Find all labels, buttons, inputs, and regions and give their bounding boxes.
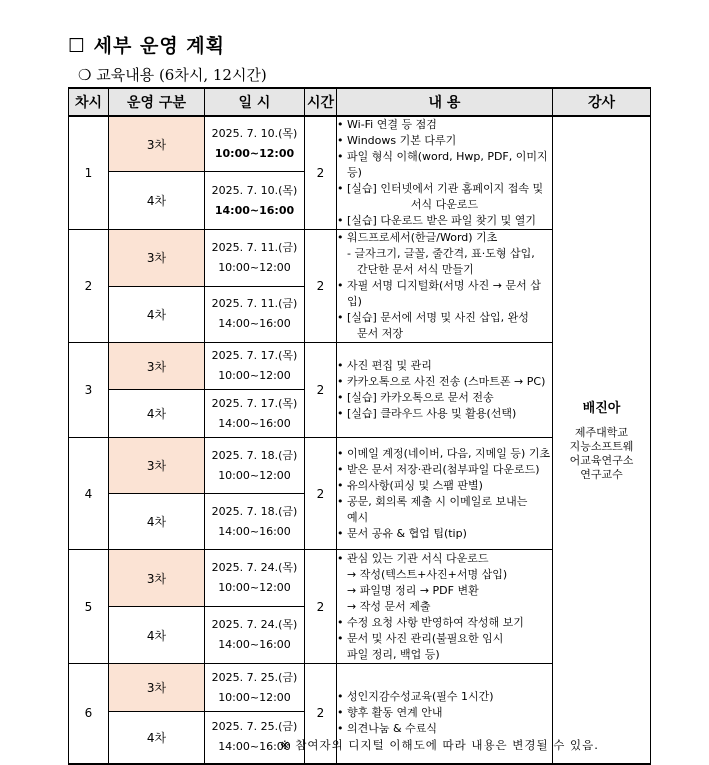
time-text: 14:00~16:00 [218, 317, 291, 331]
affiliation-line: 어교육연구소 [569, 454, 634, 468]
session-date [205, 116, 305, 172]
session-number: 5 [69, 550, 109, 664]
content-item: • 향후 활동 연계 안내 [337, 705, 552, 721]
header-instructor: 강사 [553, 88, 651, 116]
session-date [205, 172, 305, 230]
session-content [337, 116, 553, 230]
part-label: 4차 [109, 712, 205, 764]
session-number: 3 [69, 343, 109, 438]
instructor-cell [553, 116, 651, 764]
session-number: 1 [69, 116, 109, 230]
content-item: • 이메일 계정(네이버, 다음, 지메일 등) 기초 [337, 446, 552, 462]
session-date [205, 230, 305, 287]
session-number: 6 [69, 664, 109, 764]
content-item: - 글자크기, 글꼴, 줄간격, 표·도형 삽입, [347, 247, 535, 260]
date-text: 2025. 7. 24.(목) [211, 561, 298, 574]
time-text: 10:00~12:00 [218, 690, 291, 704]
time-text: 10:00~12:00 [214, 147, 295, 161]
content-item: • [실습] 다운로드 받은 파일 찾기 및 열기 [337, 213, 552, 229]
session-date [205, 390, 305, 438]
part-label: 3차 [109, 664, 205, 712]
time-text: 14:00~16:00 [218, 416, 291, 430]
content-item: → 작성(텍스트+사진+서명 삽입) [347, 567, 508, 581]
part-label: 3차 [109, 438, 205, 494]
content-item: • [실습] 인터넷에서 기관 홈페이지 접속 및 [337, 181, 552, 197]
content-item: • 워드프로세서(한글/Word) 기초 [337, 230, 552, 246]
content-item: • 관심 있는 기관 서식 다운로드 [337, 551, 552, 567]
part-label: 4차 [109, 607, 205, 664]
affiliation-line: 제주대학교 [574, 426, 629, 440]
part-label: 3차 [109, 116, 205, 172]
content-item: → 작성 문서 제출 [347, 599, 431, 613]
session-number: 4 [69, 438, 109, 550]
session-date [205, 664, 305, 712]
content-item: 서식 다운로드 [410, 198, 479, 211]
content-item: 파일 정리, 백업 등) [347, 647, 440, 661]
part-label: 4차 [109, 494, 205, 550]
content-item: • Windows 기본 다루기 [337, 133, 552, 149]
session-date [205, 607, 305, 664]
time-text: 10:00~12:00 [218, 260, 291, 274]
table-row [69, 116, 651, 172]
header-hours: 시간 [305, 88, 337, 116]
session-date [205, 438, 305, 494]
session-content [337, 343, 553, 438]
content-item: → 파일명 정리 → PDF 변환 [347, 583, 479, 597]
content-item: • 유의사항(피싱 및 스팸 판별) [337, 478, 552, 494]
part-label: 3차 [109, 343, 205, 390]
content-item: • 공문, 회의록 제출 시 이메일로 보내는 [337, 494, 552, 510]
content-item: • 카카오톡으로 사진 전송 (스마트폰 → PC) [337, 374, 552, 390]
content-item: • [실습] 문서에 서명 및 사진 삽입, 완성 [337, 310, 552, 326]
part-label: 4차 [109, 390, 205, 438]
section-title: ☐ 세부 운영 계획 [68, 35, 226, 57]
date-text: 2025. 7. 11.(금) [211, 240, 298, 254]
table-header-row [69, 88, 651, 116]
session-date [205, 343, 305, 390]
schedule-table [68, 87, 651, 765]
instructor-name: 배진아 [582, 401, 621, 417]
header-part: 운영 구분 [109, 88, 205, 116]
header-content: 내 용 [337, 88, 553, 116]
session-date [205, 550, 305, 607]
time-text: 14:00~16:00 [218, 638, 291, 651]
date-text: 2025. 7. 18.(금) [211, 504, 298, 518]
part-label: 4차 [109, 172, 205, 230]
session-content [337, 438, 553, 550]
affiliation-line: 연구교수 [580, 468, 623, 482]
section-subtitle: ❍ 교육내용 (6차시, 12시간) [78, 66, 267, 84]
content-item: • 파일 형식 이해(word, Hwp, PDF, 이미지 등) [337, 149, 552, 181]
header-session: 차시 [69, 88, 109, 116]
time-text: 14:00~16:00 [214, 203, 295, 217]
content-item: • 문서 공유 & 협업 팁(tip) [337, 526, 552, 542]
date-text: 2025. 7. 18.(금) [211, 448, 298, 462]
content-item: • 받은 문서 저장·관리(첨부파일 다운로드) [337, 462, 552, 478]
date-text: 2025. 7. 25.(금) [211, 720, 298, 734]
time-text: 14:00~16:00 [218, 524, 291, 538]
session-hours: 2 [305, 438, 337, 550]
instructor-affiliation [553, 426, 650, 482]
content-item: 간단한 문서 서식 만들기 [357, 263, 474, 276]
session-content [337, 230, 553, 343]
session-hours: 2 [305, 343, 337, 438]
date-text: 2025. 7. 25.(금) [211, 670, 298, 684]
content-item: • [실습] 카카오톡으로 문서 전송 [337, 390, 552, 406]
date-text: 2025. 7. 10.(목) [211, 127, 298, 141]
content-item: • 성인지감수성교육(필수 1시간) [337, 689, 552, 705]
footnote: ※ 참여자의 디지털 이해도에 따라 내용은 변경될 수 있음. [280, 738, 599, 752]
content-item: • Wi-Fi 연결 등 점검 [337, 117, 552, 133]
session-hours: 2 [305, 664, 337, 764]
header-date: 일 시 [205, 88, 305, 116]
affiliation-line: 지능소프트웨 [569, 440, 634, 454]
part-label: 3차 [109, 550, 205, 607]
time-text: 14:00~16:00 [218, 740, 291, 754]
content-item: 예시 [347, 510, 369, 524]
date-text: 2025. 7. 10.(목) [211, 183, 298, 197]
date-text: 2025. 7. 17.(목) [211, 396, 298, 410]
content-item: • 의견나눔 & 수료식 [337, 721, 552, 737]
content-item: • [실습] 클라우드 사용 및 활용(선택) [337, 406, 552, 422]
session-content [337, 550, 553, 664]
session-number: 2 [69, 230, 109, 343]
date-text: 2025. 7. 24.(목) [211, 618, 298, 631]
content-item: • 사진 편집 및 관리 [337, 358, 552, 374]
session-hours: 2 [305, 116, 337, 230]
time-text: 10:00~12:00 [218, 581, 291, 594]
date-text: 2025. 7. 17.(목) [211, 349, 298, 362]
content-item: • 자필 서명 디지털화(서명 사진 → 문서 삽입) [337, 278, 552, 310]
time-text: 10:00~12:00 [218, 369, 291, 382]
content-item: 문서 저장 [357, 327, 404, 340]
part-label: 3차 [109, 230, 205, 287]
date-text: 2025. 7. 11.(금) [211, 297, 298, 311]
session-date [205, 286, 305, 343]
session-hours: 2 [305, 550, 337, 664]
content-item: • 문서 및 사진 관리(불필요한 임시 [337, 631, 552, 647]
part-label: 4차 [109, 286, 205, 343]
session-hours: 2 [305, 230, 337, 343]
content-item: • 수정 요청 사항 반영하여 작성해 보기 [337, 615, 552, 631]
time-text: 10:00~12:00 [218, 468, 291, 482]
session-date [205, 494, 305, 550]
